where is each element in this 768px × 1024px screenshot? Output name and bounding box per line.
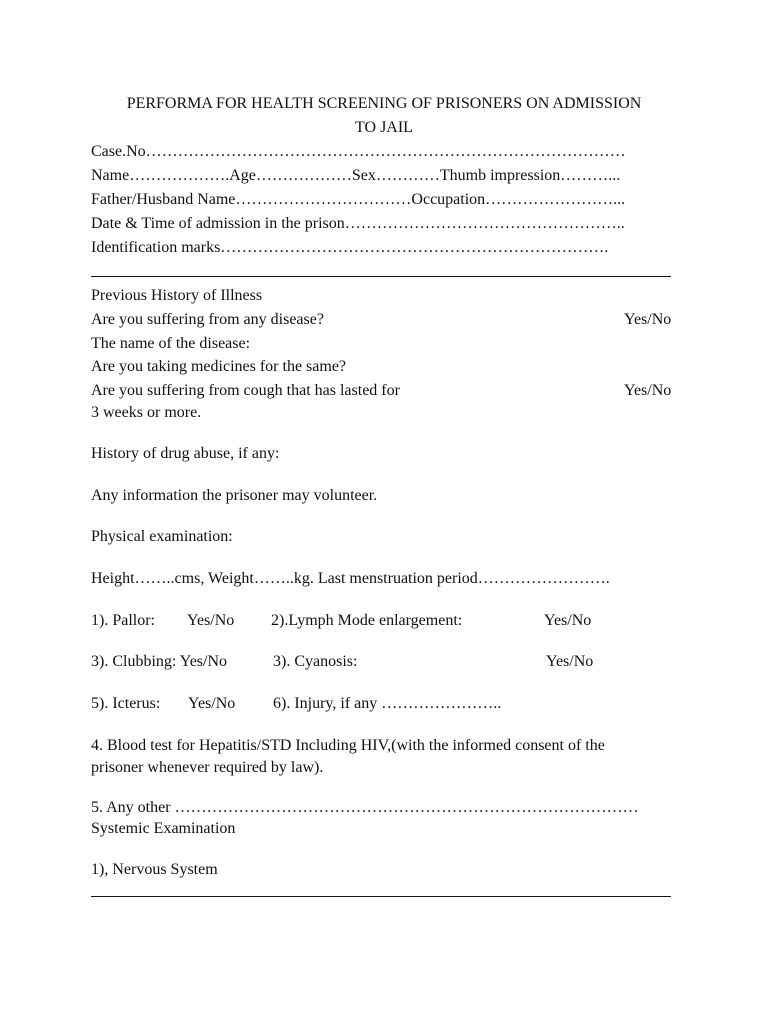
clubbing-label: 3). Clubbing: Yes/No	[91, 653, 228, 670]
height-weight-field: Height……..cms, Weight……..kg. Last menstruation period…………………….	[91, 570, 610, 587]
divider-line	[91, 276, 671, 277]
cough-question-line-1: Are you suffering from cough that has lasted for	[91, 382, 400, 399]
pallor-answer: Yes/No	[187, 612, 235, 629]
nervous-system-label: 1), Nervous System	[91, 861, 218, 878]
identification-marks-field: Identification marks……………………………………………………………….	[91, 239, 609, 256]
disease-answer-option: Yes/No	[624, 311, 672, 328]
physical-exam-heading: Physical examination:	[91, 528, 233, 545]
form-title-line-1: PERFORMA FOR HEALTH SCREENING OF PRISONERS ON ADMISSION	[126, 95, 642, 112]
father-occupation-field: Father/Husband Name……………………………Occupation……………………...	[91, 191, 626, 208]
name-age-sex-field: Name……………….Age………………Sex…………Thumb impression………...	[91, 167, 621, 184]
icterus-label: 5). Icterus:	[91, 695, 161, 712]
disease-question: Are you suffering from any disease?	[91, 311, 324, 328]
icterus-answer: Yes/No	[188, 695, 236, 712]
history-heading: Previous History of Illness	[91, 287, 263, 304]
cough-question-line-2: 3 weeks or more.	[91, 404, 202, 421]
injury-field: 6). Injury, if any …………………..	[273, 695, 502, 712]
blood-test-line-2: prisoner whenever required by law).	[91, 759, 324, 776]
volunteer-info-label: Any information the prisoner may volunteer.	[91, 487, 378, 504]
medicine-question: Are you taking medicines for the same?	[91, 358, 347, 375]
drug-abuse-question: History of drug abuse, if any:	[91, 445, 280, 462]
cyanosis-label: 3). Cyanosis:	[273, 653, 358, 670]
cyanosis-answer: Yes/No	[546, 653, 594, 670]
systemic-exam-heading: Systemic Examination	[91, 820, 236, 837]
lymph-label: 2).Lymph Mode enlargement:	[271, 612, 463, 629]
pallor-label: 1). Pallor:	[91, 612, 155, 629]
any-other-field: 5. Any other ……………………………………………………………………………	[91, 799, 639, 816]
blood-test-line-1: 4. Blood test for Hepatitis/STD Including HIV,(with the informed consent of the	[91, 737, 605, 754]
disease-name-question: The name of the disease:	[91, 335, 251, 352]
admission-datetime-field: Date & Time of admission in the prison……………………………………………..	[91, 215, 625, 232]
form-title-line-2: TO JAIL	[355, 119, 413, 136]
cough-answer-option: Yes/No	[624, 382, 672, 399]
bottom-divider-line	[91, 896, 671, 897]
lymph-answer: Yes/No	[544, 612, 592, 629]
case-no-field: Case.No………………………………………………………………………………	[91, 143, 626, 160]
